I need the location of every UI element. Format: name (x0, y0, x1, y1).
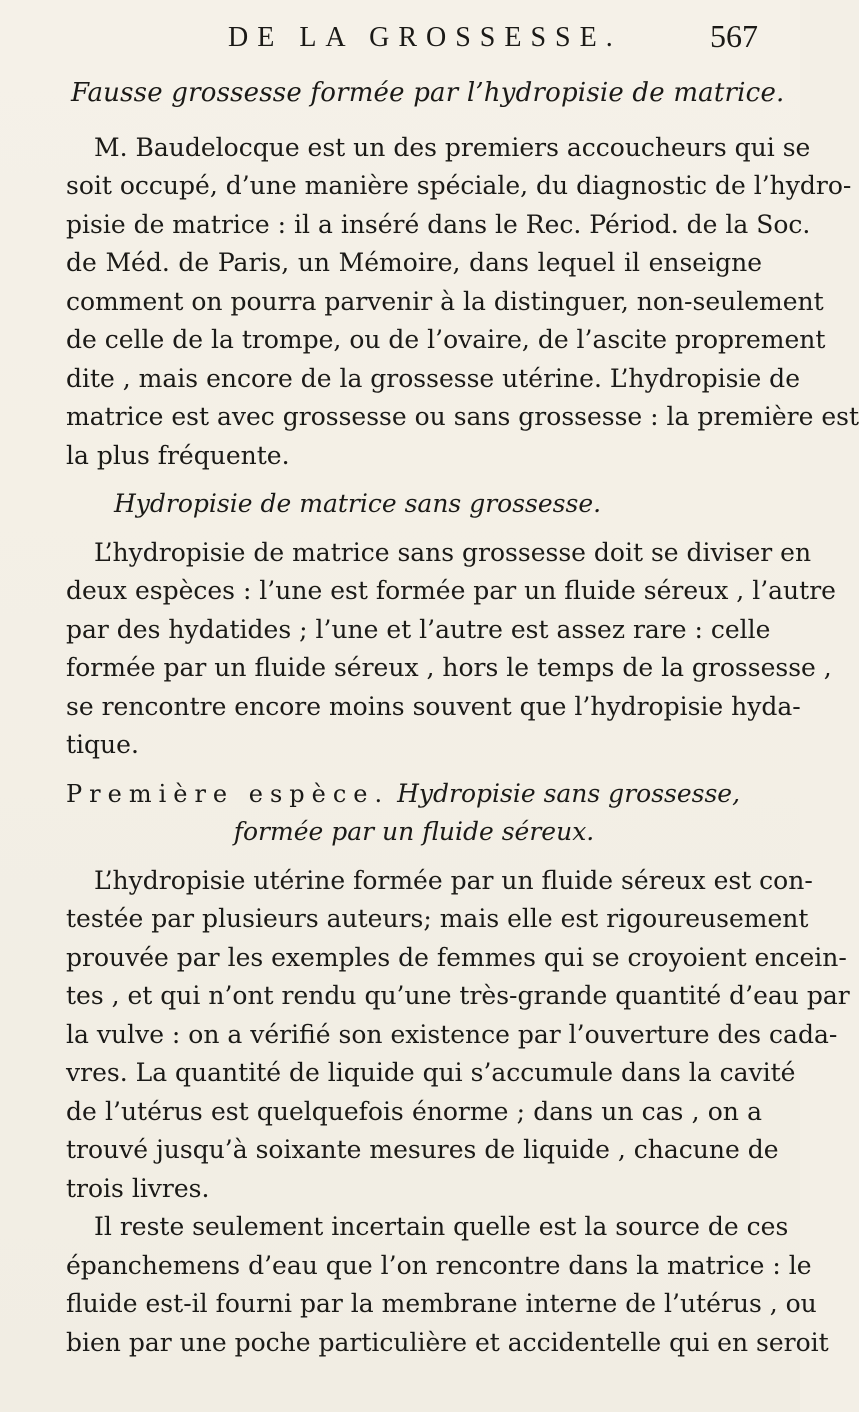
paragraph-line: trouvé jusqu’à soixante mesures de liquide , chacune de (66, 1135, 779, 1164)
page-title: Fausse grossesse formée par l’hydropisie de matrice. (71, 78, 785, 108)
paragraph-line: vres. La quantité de liquide qui s’accumule dans la cavité (66, 1058, 796, 1087)
paragraph-line: soit occupé, d’une manière spéciale, du diagnostic de l’hydro- (66, 171, 852, 200)
paragraph-line: tes , et qui n’ont rendu qu’une très-grande quantité d’eau par (66, 981, 850, 1010)
section-title-line-1: Hydropisie sans grossesse, (397, 778, 741, 808)
paragraph-line: tique. (66, 730, 139, 759)
paragraph-line: de Méd. de Paris, un Mémoire, dans lequel il enseigne (66, 248, 762, 277)
paragraph-line: la vulve : on a vérifié son existence par l’ouverture des cada- (66, 1019, 838, 1049)
paragraph-line: par des hydatides ; l’une et l’autre est assez rare : celle (66, 614, 771, 644)
section-heading (66, 775, 762, 814)
running-head: DE LA GROSSESSE. (228, 22, 622, 53)
paragraph-line: Il reste seulement incertain quelle est la source de ces (94, 1212, 789, 1241)
paragraph-line: prouvée par les exemples de femmes qui se croyoient encein- (66, 942, 847, 972)
paragraph-line: bien par une poche particulière et accidentelle qui en seroit (66, 1327, 829, 1357)
paragraph-line: de celle de la trompe, ou de l’ovaire, de l’ascite proprement (66, 325, 826, 354)
spacer (66, 475, 762, 485)
paragraph-line: fluide est-il fourni par la membrane interne de l’utérus , ou (66, 1289, 817, 1318)
page-text (66, 74, 859, 1362)
paragraph-line: comment on pourra parvenir à la distinguer, non-seulement (66, 286, 824, 316)
paragraph-line: épanchemens d’eau que l’on rencontre dans la matrice : le (66, 1250, 812, 1280)
paragraph-line: deux espèces : l’une est formée par un fluide séreux , l’autre (66, 576, 836, 605)
paragraph-line: L’hydropisie de matrice sans grossesse doit se diviser en (94, 537, 812, 567)
paragraph-line: matrice est avec grossesse ou sans grossesse : la première est (66, 402, 859, 431)
spacer (66, 524, 762, 534)
spacer (66, 765, 762, 775)
paragraph-line: testée par plusieurs auteurs; mais elle est rigoureusement (66, 904, 809, 933)
paragraph-line: se rencontre encore moins souvent que l’hydropisie hyda- (66, 691, 801, 721)
paragraph-line: L’hydropisie utérine formée par un fluide séreux est con- (94, 865, 813, 895)
section-label: Première espèce. (66, 779, 390, 808)
section-title-line-2: formée par un fluide séreux. (233, 817, 595, 846)
subtitle: Hydropisie de matrice sans grossesse. (114, 489, 602, 518)
page-number: 567 (710, 18, 758, 54)
paragraph-line: pisie de matrice : il a inséré dans le Rec. Périod. de la Soc. (66, 209, 811, 239)
paragraph-line: dite , mais encore de la grossesse utérine. L’hydropisie de (66, 363, 800, 393)
paragraph-line: formée par un fluide séreux , hors le temps de la grossesse , (66, 653, 832, 682)
paragraph-line: de l’utérus est quelquefois énorme ; dans un cas , on a (66, 1096, 762, 1126)
spacer (66, 852, 762, 862)
paragraph-line: la plus fréquente. (66, 440, 290, 470)
spacer (66, 113, 762, 129)
paragraph-line: M. Baudelocque est un des premiers accoucheurs qui se (94, 132, 811, 162)
paragraph-line: trois livres. (66, 1173, 210, 1203)
